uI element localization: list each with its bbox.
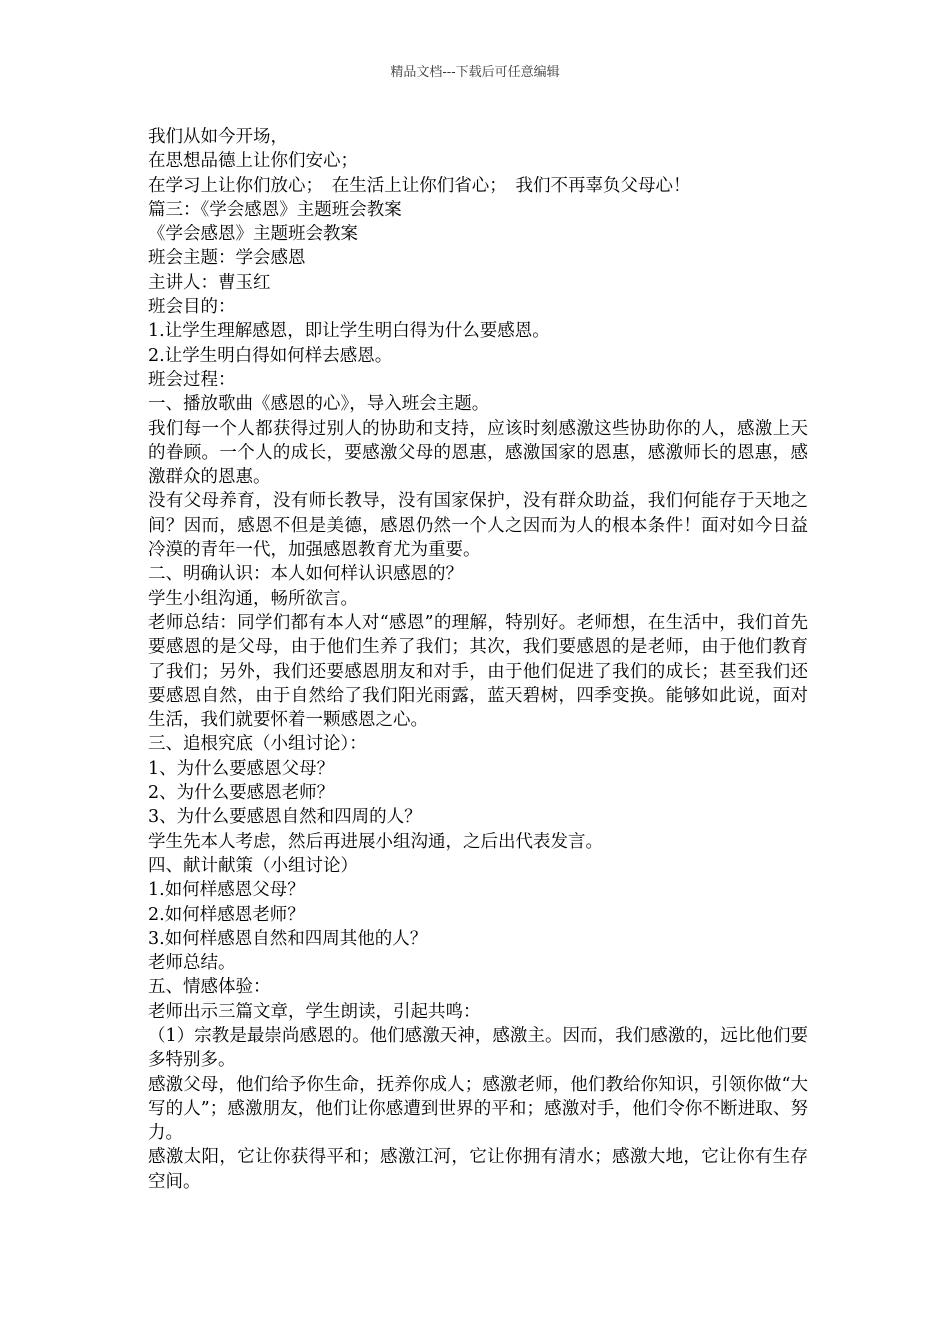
list-item: 2.如何样感恩老师？ <box>148 904 305 925</box>
paragraph: 班会目的： <box>148 297 236 318</box>
paragraph: 主讲人：曹玉红 <box>148 272 271 293</box>
paragraph: 老师总结。 <box>148 953 236 974</box>
section-heading: 二、明确认识：本人如何样认识感恩的？ <box>148 564 463 585</box>
paragraph: 班会过程： <box>148 369 236 390</box>
paragraph: 学生小组沟通，畅所欲言。 <box>148 588 358 609</box>
paragraph: 老师总结：同学们都有本人对“感恩”的理解，特别好。老师想，在生活中，我们首先要感恩的是父母，由于他们生养了我们；其次，我们要感恩的是老师，由于他们教育了我们；另外，我们还要感恩朋友和对手，由于他们促进了我们的成长；甚至我们还要感恩自然，由于自然给了我们阳光雨露，蓝天碧树，四季变换。能够如此说，面对生活，我们就要怀着一颗感恩之心。 <box>148 612 808 731</box>
paragraph: 2.让学生明白得如何样去感恩。 <box>148 345 393 366</box>
paragraph: （1）宗教是最崇尚感恩的。他们感激天神，感激主。因而，我们感激的，远比他们要多特别多。 <box>148 1025 808 1071</box>
paragraph: 没有父母养育，没有师长教导，没有国家保护，没有群众助益，我们何能存于天地之间？因而，感恩不但是美德，感恩仍然一个人之因而为人的根本条件！面对如今日益冷漠的青年一代，加强感恩教育尤为重要。 <box>148 491 808 561</box>
paragraph: 我们从如今开场， <box>148 127 288 147</box>
document-title: 《学会感恩》主题班会教案 <box>148 224 358 245</box>
list-item: 2、为什么要感恩老师？ <box>148 783 335 804</box>
list-item: 3、为什么要感恩自然和四周的人？ <box>148 807 422 828</box>
paragraph: 1.让学生理解感恩，即让学生明白得为什么要感恩。 <box>148 321 550 342</box>
paragraph: 我们每一个人都获得过别人的协助和支持，应该时刻感激这些协助你的人，感激上天的眷顾。一个人的成长，要感激父母的恩惠，感激国家的恩惠，感激师长的恩惠，感激群众的恩惠。 <box>148 418 808 488</box>
section-heading: 四、献计献策（小组讨论） <box>148 855 358 876</box>
document-body <box>148 125 808 1194</box>
list-item: 1.如何样感恩父母？ <box>148 880 305 901</box>
section-heading: 三、追根究底（小组讨论）： <box>148 734 367 755</box>
section-heading: 一、播放歌曲《感恩的心》，导入班会主题。 <box>148 394 490 415</box>
list-item: 1、为什么要感恩父母？ <box>148 758 335 779</box>
paragraph: 感激父母，他们给予你生命，抚养你成人；感激老师，他们教给你知识，引领你做“大写的人”；感激朋友，他们让你感遭到世界的平和；感激对手，他们令你不断进取、努力。 <box>148 1074 808 1144</box>
paragraph: 在学习上让你们放心； 在生活上让你们省心； 我们不再辜负父母心！ <box>148 175 691 196</box>
paragraph: 感激太阳，它让你获得平和；感激江河，它让你拥有清水；感激大地，它让你有生存空间。 <box>148 1147 808 1192</box>
paragraph: 学生先本人考虑，然后再进展小组沟通，之后出代表发言。 <box>148 831 603 852</box>
section-heading: 五、情感体验： <box>148 977 271 998</box>
list-item: 3.如何样感恩自然和四周其他的人？ <box>148 928 428 949</box>
page-header: 精品文档---下载后可任意编辑 <box>390 65 560 80</box>
paragraph: 班会主题：学会感恩 <box>148 248 306 269</box>
paragraph: 在思想品德上让你们安心； <box>148 151 358 172</box>
section-heading: 篇三：《学会感恩》主题班会教案 <box>148 199 402 220</box>
paragraph: 老师出示三篇文章，学生朗读，引起共鸣： <box>148 1001 481 1022</box>
